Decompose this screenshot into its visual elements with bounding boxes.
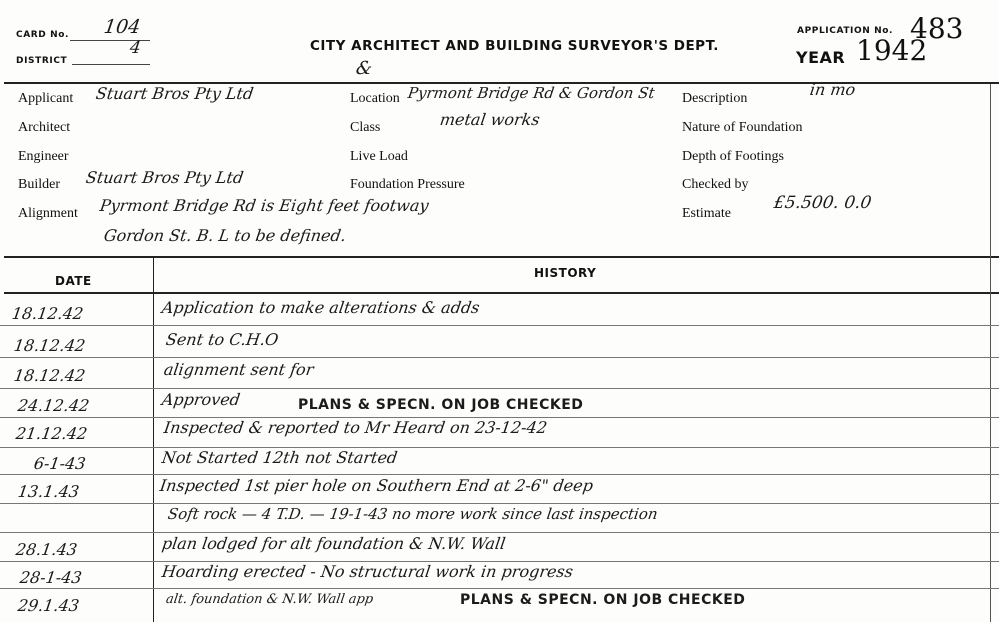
alignment-value-2: Gordon St. B. L to be defined. [102, 226, 348, 245]
date-column-divider [153, 257, 154, 622]
alignment-value-1: Pyrmont Bridge Rd is Eight feet footway [98, 196, 430, 215]
history-text: Sent to C.H.O [164, 330, 280, 349]
depth-of-footings-label: Depth of Footings [682, 149, 784, 164]
row-line [0, 588, 999, 589]
history-date: 28-1-43 [18, 568, 84, 587]
checked-by-label: Checked by [682, 177, 749, 192]
header-mark: & [354, 58, 374, 79]
history-text: Inspected 1st pier hole on Southern End at 2-6" deep [158, 476, 595, 495]
row-line [0, 325, 999, 326]
row-line [0, 474, 999, 475]
alignment-label: Alignment [18, 206, 78, 221]
history-date: 18.12.42 [12, 366, 87, 385]
history-text: Application to make alterations & adds [160, 298, 481, 317]
history-date: 6-1-43 [32, 454, 87, 473]
applicant-label: Applicant [18, 91, 74, 106]
row-line [0, 357, 999, 358]
estimate-value: £5.500. 0.0 [772, 193, 873, 213]
history-text: alt. foundation & N.W. Wall app [164, 592, 375, 607]
history-text: Hoarding erected - No structural work in progress [160, 562, 575, 581]
history-date: 29.1.43 [16, 596, 81, 615]
history-text: alignment sent for [162, 360, 315, 379]
row-line [0, 532, 999, 533]
history-text: Inspected & reported to Mr Heard on 23-12-42 [162, 418, 549, 437]
application-no-label: APPLICATION No. [797, 26, 894, 36]
history-date: 21.12.42 [14, 424, 89, 443]
estimate-label: Estimate [682, 206, 731, 221]
builder-value: Stuart Bros Pty Ltd [84, 168, 245, 187]
location-label: Location [350, 91, 400, 106]
history-text: plan lodged for alt foundation & N.W. Wall [160, 534, 507, 553]
foundation-pressure-label: Foundation Pressure [350, 177, 465, 192]
row-line [0, 447, 999, 448]
description-value: in mo [808, 80, 857, 99]
history-text: Approved [160, 390, 242, 409]
engineer-label: Engineer [18, 149, 69, 164]
history-stamp: PLANS & SPECN. ON JOB CHECKED [460, 592, 746, 608]
live-load-label: Live Load [350, 149, 408, 164]
district-value: 4 [128, 38, 143, 58]
history-text: Soft rock — 4 T.D. — 19-1-43 no more work since last inspection [166, 505, 659, 523]
history-date: 13.1.43 [16, 482, 81, 501]
location-value: Pyrmont Bridge Rd & Gordon St [406, 84, 656, 102]
district-label: DISTRICT [16, 56, 68, 66]
application-no-value: 483 [910, 12, 964, 45]
history-date: 18.12.42 [12, 336, 87, 355]
nature-of-foundation-label: Nature of Foundation [682, 120, 803, 135]
year-value: 1942 [856, 34, 928, 67]
card-no-value: 104 [102, 16, 142, 38]
description-label: Description [682, 91, 748, 106]
architect-label: Architect [18, 120, 71, 135]
class-label: Class [350, 120, 381, 135]
right-border [990, 84, 991, 622]
row-line [0, 388, 999, 389]
applicant-value: Stuart Bros Pty Ltd [94, 84, 255, 103]
history-date: 28.1.43 [14, 540, 79, 559]
district-line [72, 64, 150, 65]
builder-label: Builder [18, 177, 60, 192]
history-date: 24.12.42 [16, 396, 91, 415]
date-header: DATE [55, 274, 92, 288]
department-title: CITY ARCHITECT AND BUILDING SURVEYOR'S DEPT. [310, 38, 719, 54]
history-stamp: PLANS & SPECN. ON JOB CHECKED [298, 397, 584, 413]
history-text: Not Started 12th not Started [160, 448, 399, 467]
row-line [0, 503, 999, 504]
year-label: YEAR [796, 48, 846, 67]
card-no-label: CARD No. [16, 30, 70, 40]
history-date: 18.12.42 [10, 304, 85, 323]
class-value: metal works [438, 110, 542, 129]
history-header: HISTORY [534, 266, 597, 280]
